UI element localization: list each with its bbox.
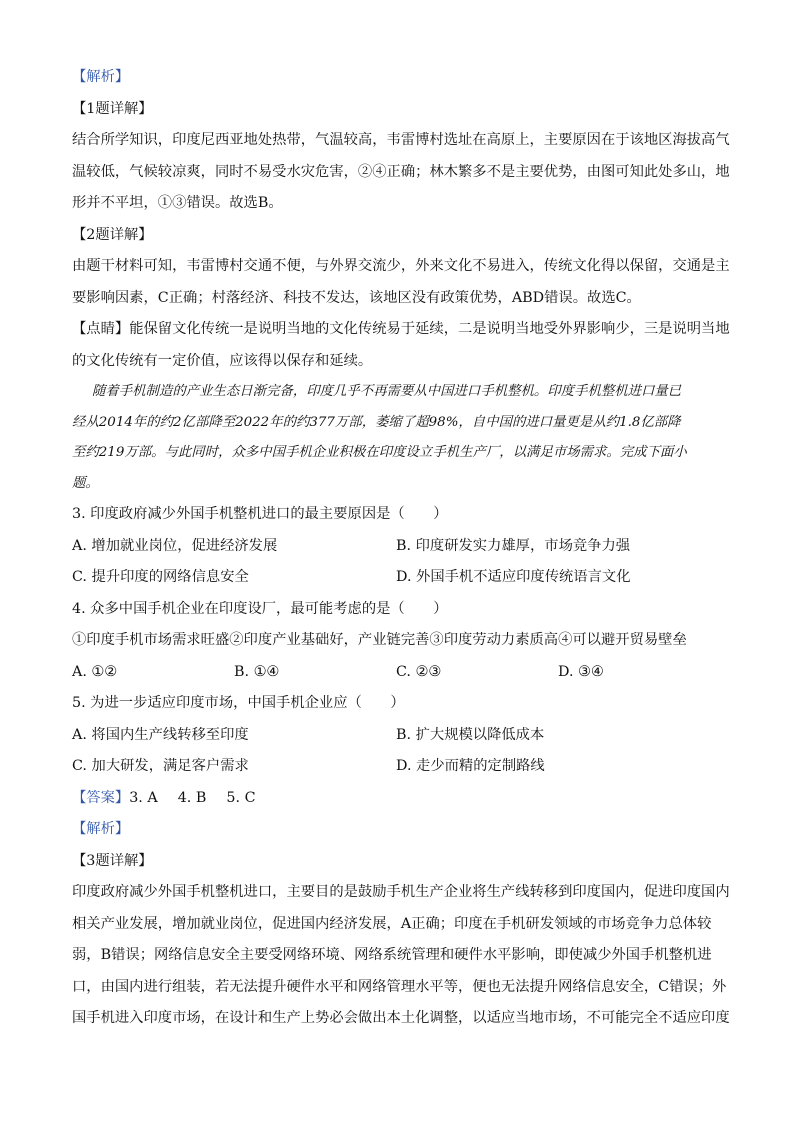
q3-detail-text: 口，由国内进行组装，若无法提升硬件水平和网络管理水平等，便也无法提升网络信息安全，C错误；外 [72,978,727,995]
dianjing-paragraph [72,314,730,346]
analysis-label: 【解析】 [72,69,130,85]
material-text: 至约219万部。与此同时，众多中国手机企业积极在印度设立手机生产厂，以满足市场需求。完成下面小 [72,445,687,461]
q3-detail-label: 【3题详解】 [72,852,153,869]
q2-detail-label: 【2题详解】 [72,226,153,243]
q3-detail-text: 弱，B错误；网络信息安全主要受网络环境、网络系统管理和硬件水平影响，即使减少外国手机整机进 [72,947,712,964]
answer-item: 3. A [129,789,158,806]
option-d: D. 外国手机不适应印度传统语言文化 [396,569,631,586]
dianjing-text: 能保留文化传统一是说明当地的文化传统易于延续，二是说明当地受外界影响少，三是说明当地 [129,321,730,337]
option-b: B. 印度研发实力雄厚，市场竞争力强 [396,537,631,554]
option-a: A. ①② [72,663,118,680]
q3-detail-text: 相关产业发展，增加就业岗位，促进国内经济发展，A正确；印度在手机研发领域的市场竞争力总体较 [72,915,712,932]
question-3-options-row [72,531,724,563]
option-a: A. 将国内生产线转移至印度 [72,726,249,743]
q3-detail-text: 国手机进入印度市场，在设计和生产上势必会做出本土化调整，以适应当地市场，不可能完全不适应印度 [72,1010,730,1027]
option-d: D. ③④ [558,663,604,680]
option-b: B. ①④ [234,663,280,680]
q1-detail-text: 结合所学知识，印度尼西亚地处热带，气温较高，韦雷博村选址在高原上，主要原因在于该地区海拔高气 [72,132,730,148]
page-content [72,62,730,1035]
question-4-statements: ①印度手机市场需求旺盛②印度产业基础好，产业链完善③印度劳动力素质高④可以避开贸易壁垒 [72,632,687,649]
question-5-options-row [72,751,724,783]
option-c: C. 提升印度的网络信息安全 [72,569,249,586]
answer-item: 4. B [177,789,207,806]
q3-detail-text: 印度政府减少外国手机整机进口，主要目的是鼓励手机生产企业将生产线转移到印度国内，促进印度国内 [72,884,730,901]
material-text: 题。 [72,475,99,491]
option-a: A. 增加就业岗位，促进经济发展 [72,537,278,554]
question-3-options-row [72,562,724,594]
q1-detail-text: 形并不平坦，①③错误。故选B。 [72,195,283,211]
dianjing-label: 【点睛】 [72,321,130,337]
q2-detail-text: 要影响因素，C正确；村落经济、科技不发达，该地区没有政策优势，ABD错误。故选C。 [72,289,641,306]
q2-detail-text: 由题干材料可知，韦雷博村交通不便，与外界交流少，外来文化不易进入，传统文化得以保留，交通是主 [72,258,730,274]
question-5-stem: 5. 为进一步适应印度市场，中国手机企业应（ ） [72,695,405,712]
answer-row [72,783,724,815]
question-3-stem: 3. 印度政府减少外国手机整机进口的最主要原因是（ ） [72,506,448,523]
material-text: 随着手机制造的产业生态日渐完备，印度几乎不再需要从中国进口手机整机。印度手机整机进口量已 [92,384,682,399]
option-b: B. 扩大规模以降低成本 [396,726,545,743]
option-c: C. ②③ [396,663,442,680]
question-4-stem: 4. 众多中国手机企业在印度设厂，最可能考虑的是（ ） [72,600,448,617]
answer-label: 【答案】 [72,789,130,806]
option-d: D. 走少而精的定制路线 [396,758,545,775]
answer-item: 5. C [226,789,256,806]
material-text: 经从2014年的约2亿部降至2022年的约377万部，萎缩了超98%，自中国的进口量更是从约1.8亿部降 [72,414,681,430]
question-4-options-row [72,657,724,689]
q1-detail-text: 温较低，气候较凉爽，同时不易受水灾危害，②④正确；林木繁多不是主要优势，由图可知此处多山，地 [72,163,730,180]
option-c: C. 加大研发，满足客户需求 [72,758,249,775]
dianjing-text: 的文化传统有一定价值，应该得以保存和延续。 [72,352,373,369]
q1-detail-label: 【1题详解】 [72,100,153,117]
analysis-label: 【解析】 [72,821,130,838]
question-5-options-row [72,720,724,752]
